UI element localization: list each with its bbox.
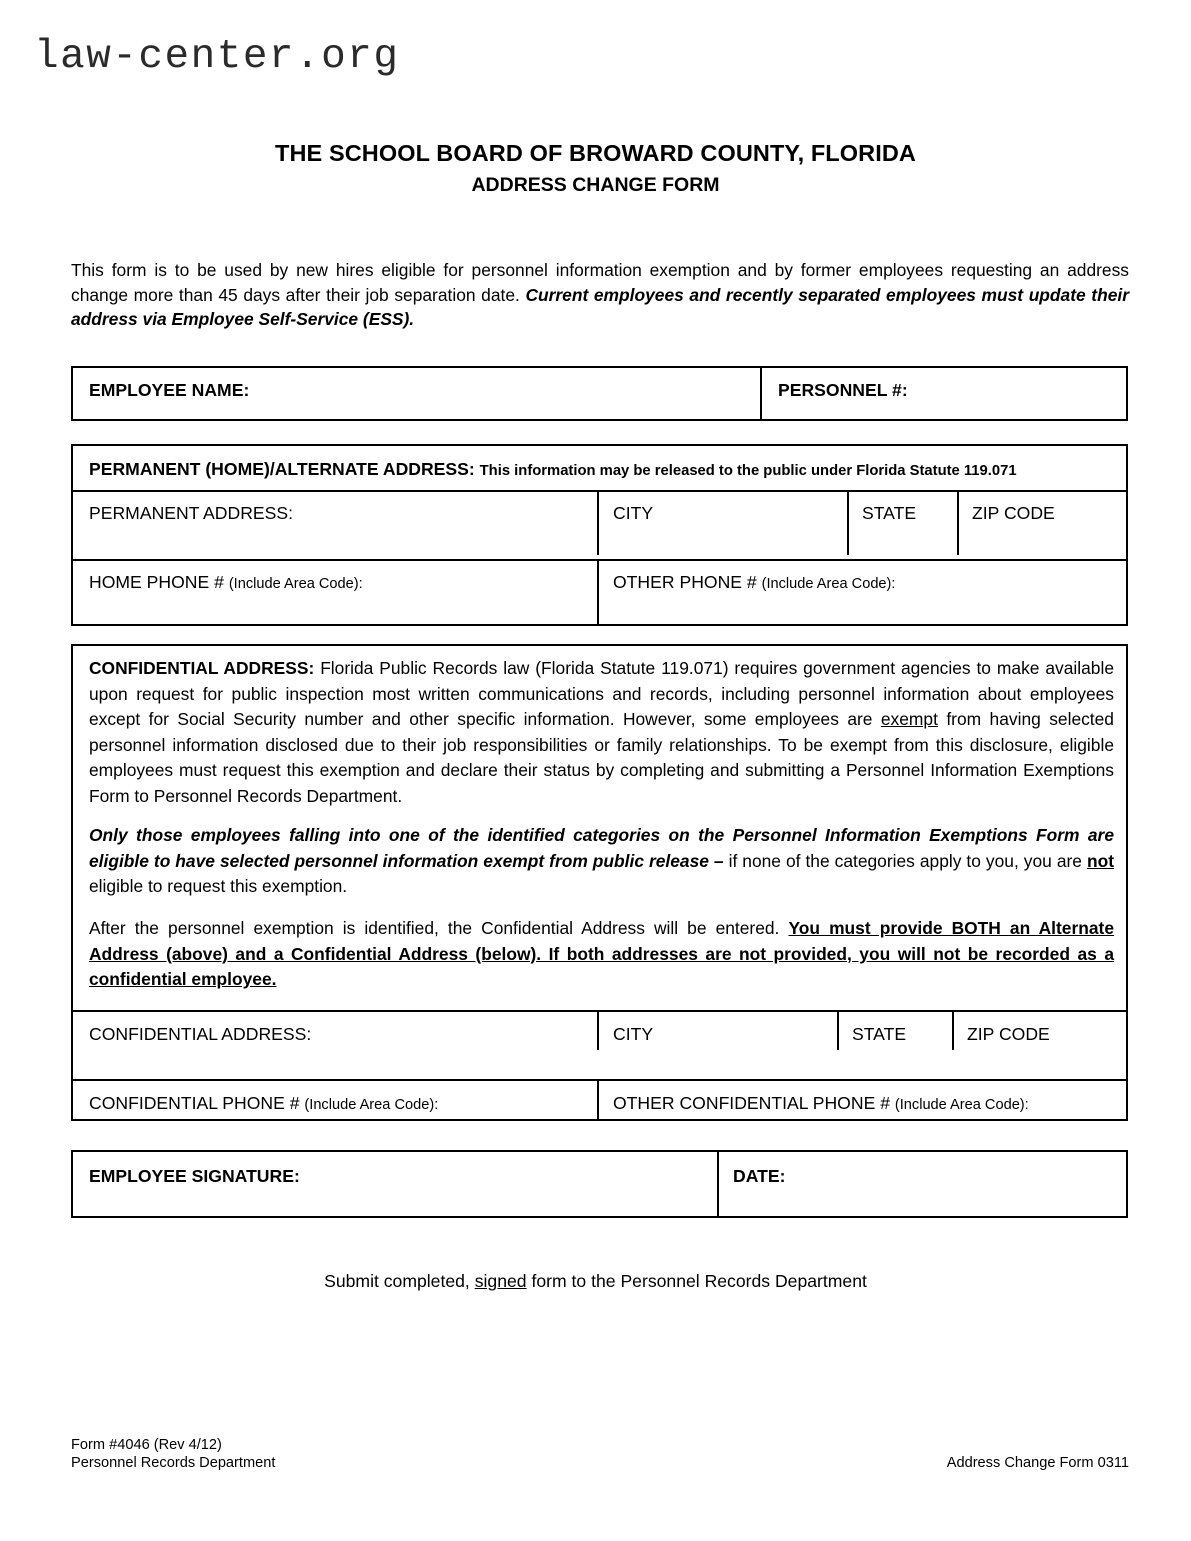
title-main: THE SCHOOL BOARD OF BROWARD COUNTY, FLORIDA: [275, 140, 916, 166]
confidential-p2-emphasis: Only those employees falling into one of the identified categories on the Personnel Information Exemptions Form are eligible to have selected personnel information exempt from public release –: [89, 825, 1114, 871]
confidential-p3-warning-underlined: You must provide BOTH an Alternate Address (above) and a Confidential Address (below). If both addresses are not provided, you will not be recorded as a confidential employee.: [89, 918, 1114, 990]
permanent-header-note: This information may be released to the public under Florida Statute 119.071: [479, 463, 1017, 479]
confidential-phone-field-label: [89, 1093, 438, 1114]
confidential-p1-part1: Florida Public Records law (Florida Statute 119.071) requires government agencies to make available upon request for public inspection most written communications and records, including personnel information about employees except for Social Security number and other specific information. However, some employees are: [89, 658, 1114, 730]
confidential-state-field-label: STATE: [852, 1024, 907, 1044]
permanent-zip-field-label: ZIP CODE: [972, 503, 1055, 523]
signature-section: [71, 1150, 1128, 1218]
confidential-address-city-divider: [597, 1012, 599, 1050]
footer-department: Personnel Records Department: [71, 1455, 276, 1471]
confidential-other-phone-note: (Include Area Code):: [894, 1097, 1029, 1113]
permanent-section-header: [89, 459, 1017, 480]
confidential-p1-exempt-underlined: exempt: [880, 709, 938, 730]
intro-plain-text: This form is to be used by new hires eligible for personnel information exemption and by former employees requesting an address change more than 45 days after their job separation date.: [71, 260, 1129, 305]
submit-signed-underlined: signed: [474, 1271, 527, 1291]
confidential-p1-part2: from having selected personnel information disclosed due to their job responsibilities or family relationships. To be exempt from this disclosure, eligible employees must request this exemption and declare their status by completing and submitting a Personnel Information Exemptions Form to Personnel Records Department.: [89, 709, 1114, 806]
confidential-phone-note: (Include Area Code):: [304, 1097, 439, 1113]
permanent-section-rule-1: [73, 490, 1126, 492]
confidential-phone-divider: [597, 1081, 599, 1119]
permanent-state-zip-divider: [957, 492, 959, 555]
confidential-p2-part2: eligible to request this exemption.: [89, 876, 348, 897]
permanent-header-label: PERMANENT (HOME)/ALTERNATE ADDRESS:: [89, 459, 475, 479]
permanent-address-section: [71, 444, 1128, 626]
permanent-state-field-label: STATE: [862, 503, 917, 523]
confidential-section-rule-1: [73, 1010, 1126, 1012]
other-phone-field-label: [613, 572, 895, 593]
intro-emphasis-text: Current employees and recently separated employees must update their address via Employee Self-Service (ESS).: [71, 284, 1129, 330]
signature-date-divider: [717, 1152, 719, 1216]
confidential-phone-main-label: CONFIDENTIAL PHONE #: [89, 1093, 300, 1113]
submit-part2: form to the Personnel Records Department: [531, 1271, 867, 1291]
confidential-city-field-label: CITY: [613, 1024, 654, 1044]
personnel-number-label: PERSONNEL #:: [778, 380, 908, 400]
confidential-p2-part1: if none of the categories apply to you, you are: [728, 850, 1082, 871]
confidential-address-section: [71, 644, 1128, 1121]
confidential-heading-label: CONFIDENTIAL ADDRESS:: [89, 658, 315, 678]
home-phone-note: (Include Area Code):: [228, 576, 363, 592]
employee-signature-label: EMPLOYEE SIGNATURE:: [89, 1166, 300, 1186]
intro-paragraph: [71, 258, 1129, 332]
confidential-other-phone-field-label: [613, 1093, 1029, 1114]
confidential-section-rule-2: [73, 1079, 1126, 1081]
home-phone-field-label: [89, 572, 363, 593]
confidential-state-zip-divider: [952, 1012, 954, 1050]
permanent-address-city-divider: [597, 492, 599, 555]
home-phone-main-label: HOME PHONE #: [89, 572, 224, 592]
footer-row: [71, 1455, 1129, 1471]
employee-box-divider: [760, 368, 762, 419]
submit-instruction-line: [0, 1271, 1191, 1292]
permanent-city-field-label: CITY: [613, 503, 654, 523]
watermark-law-center: law-center.org: [34, 34, 400, 80]
title-subtitle: ADDRESS CHANGE FORM: [471, 173, 720, 196]
footer-form-title: Address Change Form 0311: [946, 1455, 1129, 1471]
permanent-section-rule-2: [73, 559, 1126, 561]
confidential-p3-part1: After the personnel exemption is identified, the Confidential Address will be entered.: [89, 918, 780, 938]
submit-part1: Submit completed,: [324, 1271, 470, 1291]
confidential-paragraph-2: [89, 823, 1114, 900]
other-phone-note: (Include Area Code):: [761, 576, 896, 592]
employee-identification-box: [71, 366, 1128, 421]
confidential-other-phone-main-label: OTHER CONFIDENTIAL PHONE #: [613, 1093, 890, 1113]
confidential-city-state-divider: [837, 1012, 839, 1050]
confidential-paragraph-3: [89, 916, 1114, 993]
confidential-address-field-label: CONFIDENTIAL ADDRESS:: [89, 1024, 312, 1044]
page-title: [0, 140, 1191, 197]
confidential-paragraph-1: [89, 656, 1114, 809]
permanent-address-field-label: PERMANENT ADDRESS:: [89, 503, 294, 523]
confidential-p2-not-underlined: not: [1086, 850, 1114, 871]
confidential-zip-field-label: ZIP CODE: [967, 1024, 1050, 1044]
permanent-phone-divider: [597, 561, 599, 624]
permanent-city-state-divider: [847, 492, 849, 555]
other-phone-main-label: OTHER PHONE #: [613, 572, 757, 592]
signature-date-label: DATE:: [733, 1166, 786, 1186]
footer-form-number: Form #4046 (Rev 4/12): [71, 1437, 222, 1453]
employee-name-label: EMPLOYEE NAME:: [89, 380, 250, 400]
